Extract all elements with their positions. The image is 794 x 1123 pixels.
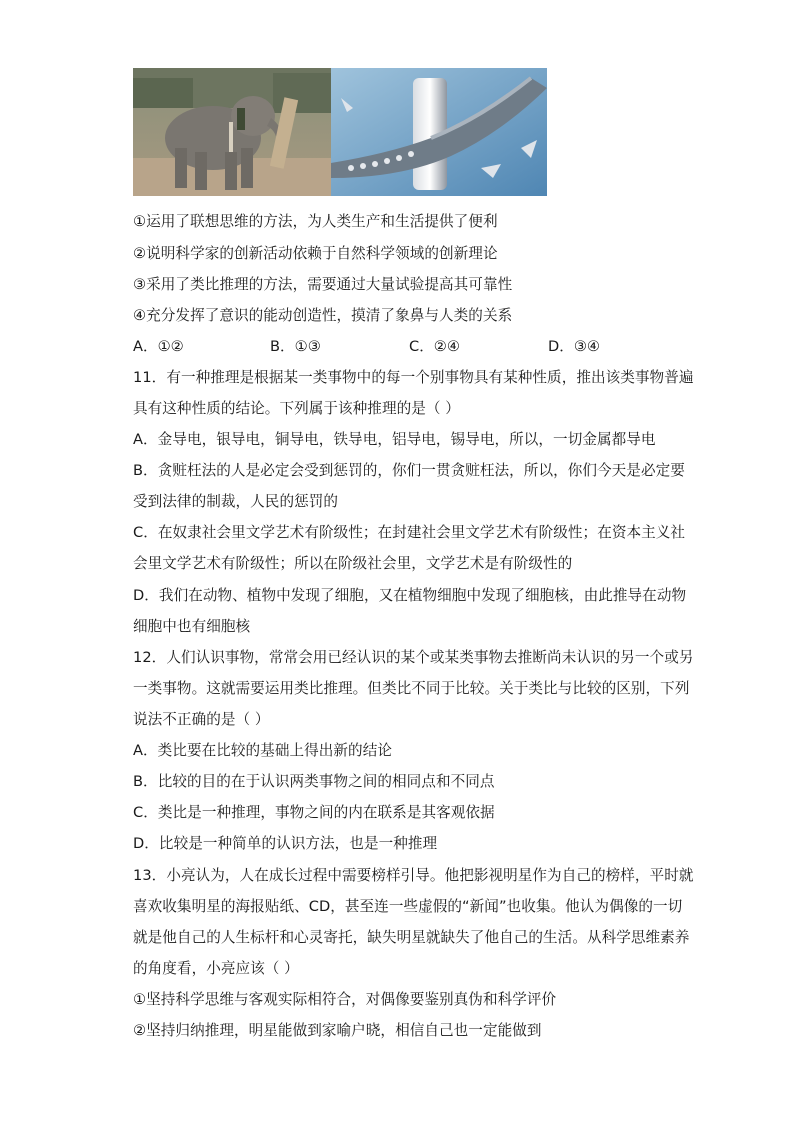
figure-pair bbox=[133, 68, 547, 196]
q11-stem-line-1: 11．有一种推理是根据某一类事物中的每一个别事物具有某种性质，推出该类事物普遍 bbox=[133, 369, 694, 386]
q13-stem-line-1: 13．小亮认为，人在成长过程中需要榜样引导。他把影视明星作为自己的榜样，平时就 bbox=[133, 867, 694, 884]
q11-option-d-line-2: 细胞中也有细胞核 bbox=[133, 618, 251, 635]
q10-option-c: C．②④ bbox=[409, 338, 460, 355]
q12-option-d: D．比较是一种简单的认识方法，也是一种推理 bbox=[133, 835, 438, 852]
q13-stem-line-3: 就是他自己的人生标杆和心灵寄托，缺失明星就缺失了他自己的生活。从科学思维素养 bbox=[133, 929, 690, 946]
q13-statement-2: ②坚持归纳推理，明星能做到家喻户晓，相信自己也一定能做到 bbox=[133, 1022, 542, 1039]
q12-stem-line-2: 一类事物。这就需要运用类比推理。但类比不同于比较。关于类比与比较的区别，下列 bbox=[133, 680, 690, 697]
elephant-photo bbox=[133, 68, 331, 196]
q10-options bbox=[133, 337, 613, 357]
q10-option-d: D．③④ bbox=[548, 338, 600, 355]
q11-option-c-line-2: 会里文学艺术有阶级性；所以在阶级社会里，文学艺术是有阶级性的 bbox=[133, 555, 573, 572]
q11-option-d-line-1: D．我们在动物、植物中发现了细胞，又在植物细胞中发现了细胞核，由此推导在动物 bbox=[133, 587, 687, 604]
q11-stem-line-2: 具有这种性质的结论。下列属于该种推理的是（ ） bbox=[133, 400, 460, 417]
q11-option-a: A．金导电，银导电，铜导电，铁导电，铝导电，锡导电，所以，一切金属都导电 bbox=[133, 431, 656, 448]
q10-statement-3: ③采用了类比推理的方法，需要通过大量试验提高其可靠性 bbox=[133, 276, 513, 293]
q12-stem-line-1: 12．人们认识事物，常常会用已经认识的某个或某类事物去推断尚未认识的另一个或另 bbox=[133, 649, 694, 666]
q12-option-b: B．比较的目的在于认识两类事物之间的相同点和不同点 bbox=[133, 773, 495, 790]
q10-statement-1: ①运用了联想思维的方法，为人类生产和生活提供了便利 bbox=[133, 213, 498, 230]
q10-option-a: A．①② bbox=[133, 338, 184, 355]
robotic-trunk-illustration bbox=[331, 68, 547, 196]
q13-stem-line-2: 喜欢收集明星的海报贴纸、CD，甚至连一些虚假的“新闻”也收集。他认为偶像的一切 bbox=[133, 898, 683, 915]
q10-option-b: B．①③ bbox=[270, 338, 321, 355]
q13-statement-1: ①坚持科学思维与客观实际相符合，对偶像要鉴别真伪和科学评价 bbox=[133, 991, 557, 1008]
q11-option-b-line-2: 受到法律的制裁，人民的惩罚的 bbox=[133, 493, 339, 510]
q12-stem-line-3: 说法不正确的是（ ） bbox=[133, 711, 270, 728]
q12-option-c: C．类比是一种推理，事物之间的内在联系是其客观依据 bbox=[133, 804, 495, 821]
q11-option-b-line-1: B．贪赃枉法的人是必定会受到惩罚的，你们一贯贪赃枉法，所以，你们今天是必定要 bbox=[133, 462, 685, 479]
q12-option-a: A．类比要在比较的基础上得出新的结论 bbox=[133, 742, 392, 759]
q10-statement-2: ②说明科学家的创新活动依赖于自然科学领域的创新理论 bbox=[133, 245, 498, 262]
q10-statement-4: ④充分发挥了意识的能动创造性，摸清了象鼻与人类的关系 bbox=[133, 307, 513, 324]
q11-option-c-line-1: C．在奴隶社会里文学艺术有阶级性；在封建社会里文学艺术有阶级性；在资本主义社 bbox=[133, 524, 686, 541]
q13-stem-line-4: 的角度看，小亮应该（ ） bbox=[133, 960, 299, 977]
